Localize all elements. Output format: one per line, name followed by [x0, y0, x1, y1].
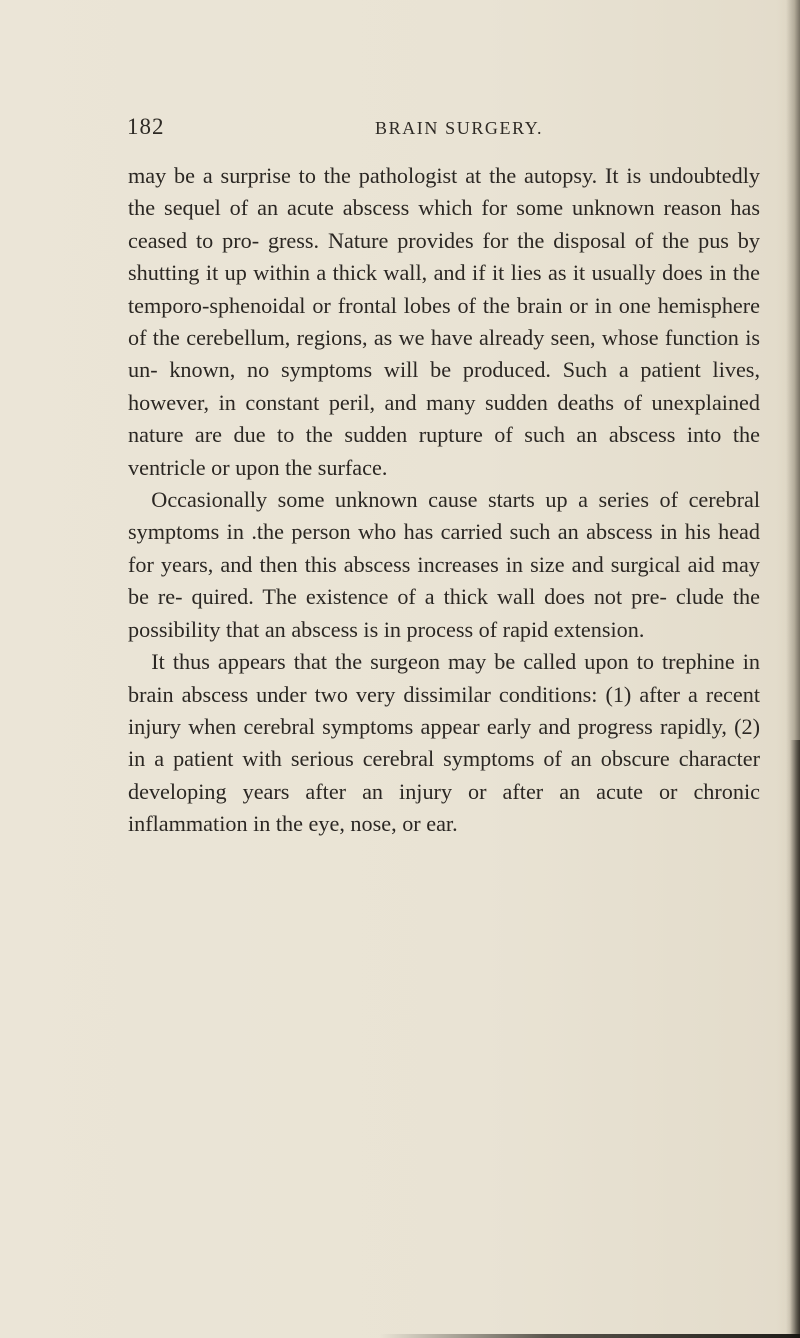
paragraph-1: may be a surprise to the pathologist at the autopsy. It is undoubtedly the sequel of an acute abscess which for some unknown reason has ceased to pro- gress. Nature provides for the disposal of the pus by shutting it up within a thick wall, and if it lies as it usually does in the temporo-sphenoidal or frontal lobes of the brain or in one hemisphere of the cerebellum, regions, as we have already seen, whose function is un- known, no symptoms will be produced. Such a patient lives, however, in constant peril, and many sudden deaths of unexplained nature are due to the sudden rupture of such an abscess into the ventricle or upon the surface.: [128, 163, 760, 480]
running-head: [127, 114, 767, 144]
page-edge-dark: [790, 740, 800, 1338]
page-bottom-edge: [380, 1334, 800, 1338]
running-title: BRAIN SURGERY.: [375, 118, 544, 138]
page-number: 182: [127, 114, 165, 139]
paragraph-3: It thus appears that the surgeon may be called upon to trephine in brain abscess under two very dissimilar conditions: (1) after a recent injury when cerebral symptoms appear early and progress rapidly, (2) in a patient with serious cerebral symptoms of an obscure character developing years after an injury or after an acute or chronic inflammation in the eye, nose, or ear.: [128, 649, 760, 837]
paragraph-2: Occasionally some unknown cause starts up a series of cerebral symptoms in .the person who has carried such an abscess in his head for years, and then this abscess increases in size and surgical aid may be re- quired. The existence of a thick wall does not pre- clude the possibility that an abscess is in process of rapid extension.: [128, 487, 760, 642]
body-text: [128, 160, 760, 841]
